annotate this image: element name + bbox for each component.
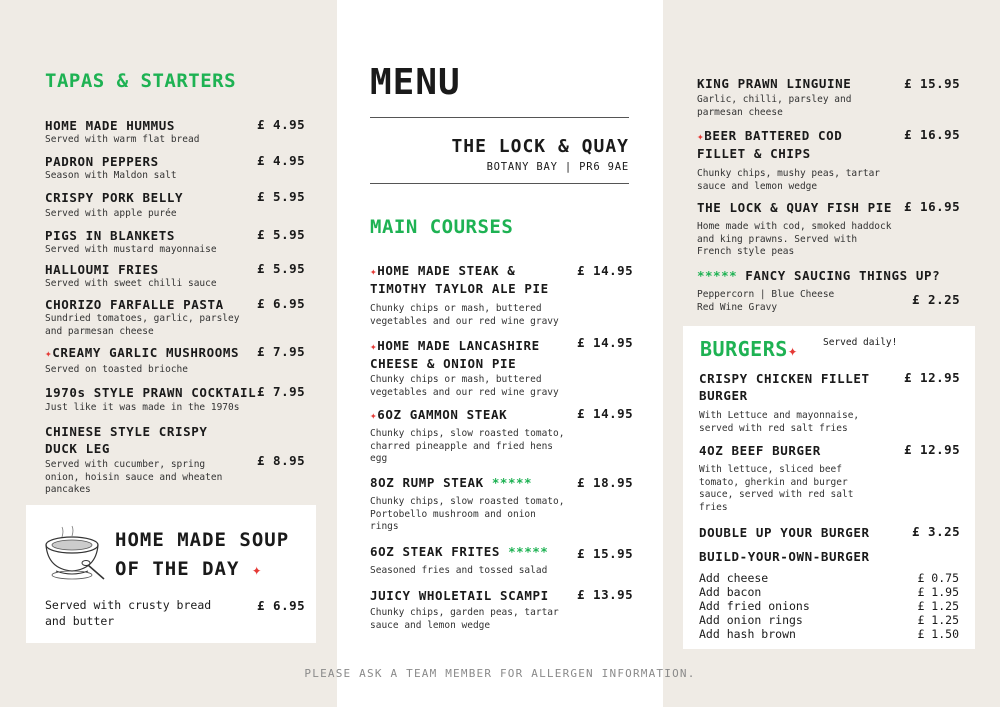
sparkle-icon: ✦ bbox=[370, 265, 378, 278]
item-price: £ 15.95 bbox=[904, 76, 961, 91]
item-price: £ 7.95 bbox=[257, 384, 306, 399]
addon-price: £ 1.50 bbox=[917, 627, 959, 641]
item-price: £ 12.95 bbox=[904, 442, 961, 457]
addon-row bbox=[699, 627, 959, 641]
menu-item bbox=[370, 337, 570, 399]
item-name: CHORIZO FARFALLE PASTA bbox=[45, 297, 224, 312]
addons-list bbox=[699, 571, 959, 641]
sauce-line1: Peppercorn | Blue Cheese bbox=[697, 289, 835, 300]
soup-bowl-icon bbox=[42, 525, 108, 583]
section-heading-burgers bbox=[700, 337, 798, 361]
item-price: £ 5.95 bbox=[257, 189, 306, 204]
item-desc: Chunky chips or mash, buttered vegetables and our red wine gravy bbox=[370, 303, 559, 327]
item-name: 8OZ RUMP STEAK bbox=[370, 475, 484, 490]
item-desc: With Lettuce and mayonnaise, served with red salt fries bbox=[699, 410, 860, 434]
menu-item bbox=[370, 587, 570, 632]
menu-item bbox=[45, 296, 255, 338]
sparkle-icon: ✦ bbox=[370, 409, 378, 422]
sparkle-icon: ✦ bbox=[370, 340, 378, 353]
divider bbox=[370, 117, 629, 118]
item-name: BEER BATTERED COD FILLET & CHIPS bbox=[697, 128, 843, 161]
item-desc: Chunky chips, mushy peas, tartar sauce and lemon wedge bbox=[697, 168, 881, 192]
item-name: PIGS IN BLANKETS bbox=[45, 228, 176, 243]
item-name: HALLOUMI FRIES bbox=[45, 262, 159, 277]
rating-stars: ***** bbox=[491, 475, 533, 490]
item-name: CRISPY PORK BELLY bbox=[45, 190, 184, 205]
menu-item bbox=[45, 344, 257, 377]
menu-item bbox=[699, 442, 884, 514]
soup-title-line2: OF THE DAY bbox=[115, 558, 240, 580]
item-price: £ 3.25 bbox=[912, 524, 961, 539]
soup-title-line1: HOME MADE SOUP bbox=[115, 529, 290, 551]
sauce-price: £ 2.25 bbox=[912, 292, 961, 307]
item-price: £ 18.95 bbox=[577, 475, 634, 490]
sparkle-icon: ✦ bbox=[697, 130, 705, 143]
menu-item bbox=[370, 262, 570, 328]
item-desc: With lettuce, sliced beef tomato, gherkin and burger sauce, served with red salt fries bbox=[699, 464, 854, 513]
addon-price: £ 0.75 bbox=[917, 571, 959, 585]
sauce-title-text: FANCY SAUCING THINGS UP? bbox=[745, 268, 941, 283]
addon-name: Add bacon bbox=[699, 585, 762, 599]
item-desc: Served with cucumber, spring onion, hoisin sauce and wheaten pancakes bbox=[45, 459, 223, 495]
section-heading-mains: MAIN COURSES bbox=[370, 216, 514, 238]
item-desc: Garlic, chilli, parsley and parmesan cheese bbox=[697, 94, 852, 118]
item-price: £ 7.95 bbox=[257, 344, 306, 359]
sauce-options bbox=[697, 289, 897, 314]
addon-price: £ 1.25 bbox=[917, 613, 959, 627]
byo-title: BUILD-YOUR-OWN-BURGER bbox=[699, 549, 870, 564]
sparkle-icon: ✦ bbox=[45, 347, 53, 360]
item-price: £ 16.95 bbox=[904, 127, 961, 142]
sparkle-icon: ✦ bbox=[251, 560, 263, 579]
burgers-heading-text: BURGERS bbox=[700, 337, 788, 361]
menu-item bbox=[697, 199, 897, 259]
item-desc: Seasoned fries and tossed salad bbox=[370, 565, 548, 576]
menu-item bbox=[370, 543, 570, 578]
item-price: £ 4.95 bbox=[257, 117, 306, 132]
sparkle-icon: ✦ bbox=[787, 341, 798, 360]
item-desc: Sundried tomatoes, garlic, parsley and parmesan cheese bbox=[45, 313, 240, 337]
addon-name: Add hash brown bbox=[699, 627, 796, 641]
addon-row bbox=[699, 585, 959, 599]
addon-name: Add fried onions bbox=[699, 599, 810, 613]
item-name: THE LOCK & QUAY FISH PIE bbox=[697, 200, 893, 215]
menu-item bbox=[697, 127, 892, 193]
item-desc: Home made with cod, smoked haddock and king prawns. Served with French style peas bbox=[697, 221, 892, 257]
item-desc: Chunky chips, garden peas, tartar sauce and lemon wedge bbox=[370, 607, 559, 631]
menu-item bbox=[699, 370, 889, 435]
allergen-footer: PLEASE ASK A TEAM MEMBER FOR ALLERGEN INFORMATION. bbox=[304, 667, 696, 680]
item-name: 6OZ STEAK FRITES bbox=[370, 544, 501, 559]
item-name: JUICY WHOLETAIL SCAMPI bbox=[370, 588, 549, 603]
soup-price: £ 6.95 bbox=[257, 598, 306, 613]
item-desc: Chunky chips, slow roasted tomato, charred pineapple and fried hens egg bbox=[370, 428, 565, 464]
rating-stars: ***** bbox=[508, 544, 549, 559]
item-desc: Served with sweet chilli sauce bbox=[45, 278, 217, 289]
item-price: £ 13.95 bbox=[577, 587, 634, 602]
venue-name: THE LOCK & QUAY bbox=[451, 136, 629, 157]
item-price: £ 6.95 bbox=[257, 296, 306, 311]
item-desc: Served with warm flat bread bbox=[45, 134, 200, 145]
item-desc: Just like it was made in the 1970s bbox=[45, 402, 240, 413]
addon-name: Add onion rings bbox=[699, 613, 803, 627]
venue-address: BOTANY BAY | PR6 9AE bbox=[486, 161, 629, 173]
burgers-card bbox=[683, 326, 975, 649]
item-name: CHINESE STYLE CRISPY DUCK LEG bbox=[45, 424, 208, 456]
item-price: £ 4.95 bbox=[257, 153, 306, 168]
item-name: 4OZ BEEF BURGER bbox=[699, 443, 821, 458]
menu-item bbox=[370, 474, 570, 534]
soup-card bbox=[26, 505, 316, 643]
item-name: CRISPY CHICKEN FILLET BURGER bbox=[699, 371, 870, 403]
addon-price: £ 1.95 bbox=[917, 585, 959, 599]
divider bbox=[370, 183, 629, 184]
item-desc: Served with apple purée bbox=[45, 208, 177, 219]
addon-price: £ 1.25 bbox=[917, 599, 959, 613]
item-name: KING PRAWN LINGUINE bbox=[697, 76, 852, 91]
item-price: £ 15.95 bbox=[577, 546, 634, 561]
addon-row bbox=[699, 571, 959, 585]
item-name: CREAMY GARLIC MUSHROOMS bbox=[52, 345, 240, 360]
item-desc: Season with Maldon salt bbox=[45, 170, 177, 181]
item-name: HOME MADE LANCASHIRE CHEESE & ONION PIE bbox=[370, 338, 540, 371]
item-name: HOME MADE HUMMUS bbox=[45, 118, 176, 133]
sauce-line2: Red Wine Gravy bbox=[697, 301, 778, 313]
menu-item bbox=[45, 423, 235, 497]
burgers-note: Served daily! bbox=[823, 337, 898, 348]
double-up-item: DOUBLE UP YOUR BURGER bbox=[699, 525, 870, 540]
item-name: PADRON PEPPERS bbox=[45, 154, 159, 169]
item-desc: Served with mustard mayonnaise bbox=[45, 244, 217, 255]
menu-item bbox=[45, 384, 257, 415]
rating-stars: ***** bbox=[697, 268, 738, 283]
menu-title: MENU bbox=[370, 62, 461, 103]
addon-row bbox=[699, 613, 959, 627]
menu-item bbox=[370, 406, 570, 466]
item-price: £ 12.95 bbox=[904, 370, 961, 385]
item-name: HOME MADE STEAK & TIMOTHY TAYLOR ALE PIE bbox=[370, 263, 549, 296]
menu-item bbox=[697, 75, 897, 119]
item-price: £ 14.95 bbox=[577, 335, 634, 350]
soup-title bbox=[115, 526, 289, 584]
sauce-title bbox=[697, 267, 940, 284]
item-price: £ 14.95 bbox=[577, 406, 634, 421]
section-heading-tapas: TAPAS & STARTERS bbox=[45, 70, 237, 92]
item-price: £ 5.95 bbox=[257, 261, 306, 276]
item-desc: Served on toasted brioche bbox=[45, 364, 188, 375]
addon-name: Add cheese bbox=[699, 571, 769, 585]
item-name: 1970s STYLE PRAWN COCKTAIL bbox=[45, 385, 257, 400]
item-price: £ 8.95 bbox=[257, 453, 306, 468]
addon-row bbox=[699, 599, 959, 613]
item-desc: Chunky chips or mash, buttered vegetables and our red wine gravy bbox=[370, 374, 559, 398]
item-price: £ 5.95 bbox=[257, 227, 306, 242]
soup-desc: Served with crusty bread and butter bbox=[45, 598, 212, 628]
item-name: 6OZ GAMMON STEAK bbox=[377, 407, 508, 422]
item-price: £ 14.95 bbox=[577, 263, 634, 278]
item-desc: Chunky chips, slow roasted tomato, Portobello mushroom and onion rings bbox=[370, 496, 565, 532]
item-price: £ 16.95 bbox=[904, 199, 961, 214]
